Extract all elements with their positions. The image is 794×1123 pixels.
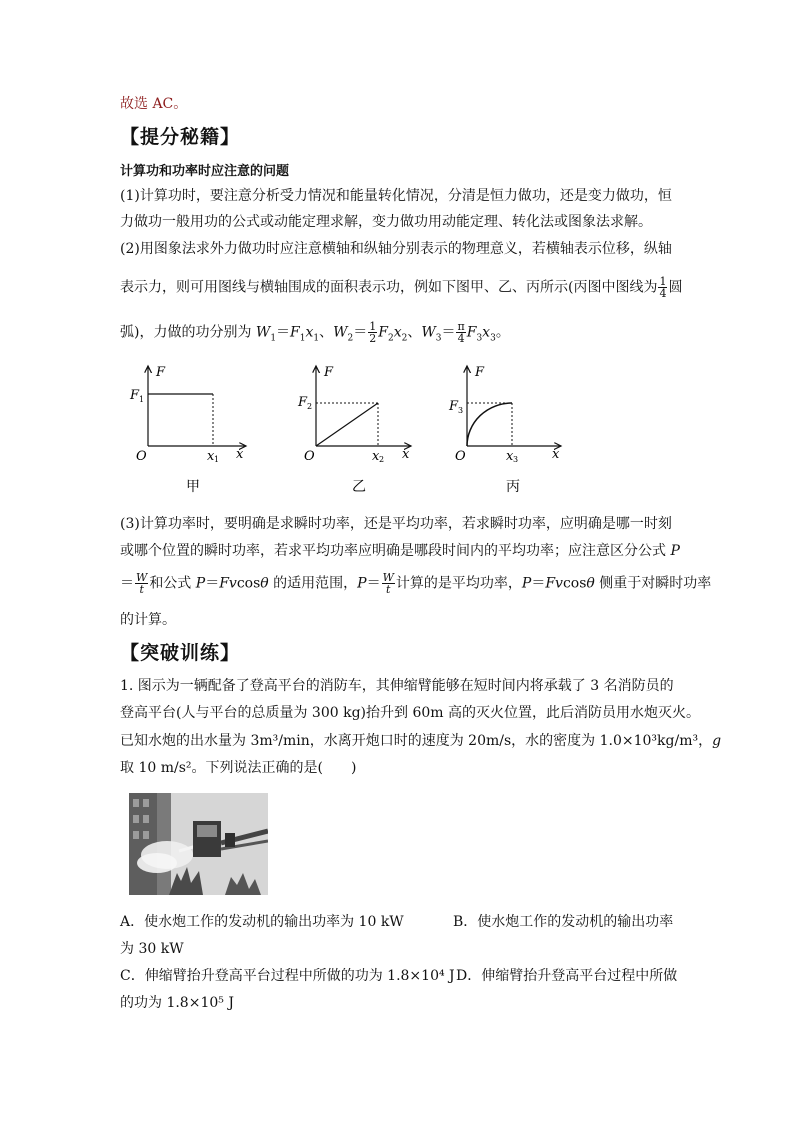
fig3-x-label: x: [506, 449, 514, 464]
paragraph-1-line-1: (1)计算功时，要注意分析受力情况和能量转化情况，分清是恒力做功，还是变力做功，恒: [120, 188, 672, 204]
option-a: A．使水炮工作的发动机的输出功率为 10 kW: [120, 914, 404, 930]
question-1-line-4: 取 10 m/s²。下列说法正确的是( ): [120, 760, 357, 776]
paragraph-2-line-2: 表示力，则可用图线与横轴围成的面积表示功，例如下图甲、乙、丙所示(丙图中图线为 $\frac{1}{4}$ 圆: [120, 275, 683, 300]
fig2-caption: 乙: [352, 479, 366, 495]
answer-line: 故选 AC。: [120, 96, 188, 112]
fig2-axis-y: F: [324, 365, 334, 380]
option-b: B．使水炮工作的发动机的输出功率: [453, 914, 674, 930]
fig2-axis-x: x: [402, 447, 410, 462]
section-heading-training: 【突破训练】: [120, 642, 241, 664]
fig1-axis-y: F: [156, 365, 166, 380]
graph-constant-force: [129, 365, 246, 495]
fig3-axis-y: F: [475, 365, 485, 380]
paragraph-2-line-1: (2)用图象法求外力做功时应注意横轴和纵轴分别表示的物理意义，若横轴表示位移，纵轴: [120, 241, 672, 257]
question-1-line-3: 已知水炮的出水量为 3m³/min，水离开炮口时的速度为 20m/s，水的密度为 1.0×10³kg/m³，g: [120, 733, 722, 749]
fig1-f-sub: 1: [139, 395, 145, 404]
paragraph-1-line-2: 力做功一般用功的公式或动能定理求解，变力做功用动能定理、转化法或图象法求解。: [120, 214, 652, 230]
section-heading-tips: 【提分秘籍】: [120, 126, 241, 148]
paragraph-3-line-2: 或哪个位置的瞬时功率，若求平均功率应明确是哪段时间内的平均功率；应注意区分公式 P: [120, 543, 680, 559]
sub-title: 计算功和功率时应注意的问题: [120, 164, 290, 179]
option-b-cont: 为 30 kW: [120, 941, 184, 957]
fig1-origin: O: [136, 449, 147, 464]
question-1-line-1: 1. 图示为一辆配备了登高平台的消防车，其伸缩臂能够在短时间内将承载了 3 名消防员的: [120, 678, 674, 694]
option-c: C．伸缩臂抬升登高平台过程中所做的功为 1.8×10⁴ J: [120, 968, 455, 984]
fig3-origin: O: [455, 449, 466, 464]
fig1-caption: 甲: [186, 479, 200, 495]
graph-linear-force: [297, 365, 411, 495]
paragraph-3-line-1: (3)计算功率时，要明确是求瞬时功率，还是平均功率，若求瞬时功率，应明确是哪一时刻: [120, 516, 672, 532]
fig3-x-sub: 3: [513, 455, 519, 464]
paragraph-2-line-3: 弧)，力做的功分别为 $W_1=F_1x_1$、$W_2=$ $\frac{1}{2}$ $F_2x_2$、$W_3=$ $\frac{\pi}{4}$ $F_3x_3$。: [120, 320, 510, 345]
work-graphs-figure: [118, 358, 574, 508]
fig3-f-label: F: [449, 399, 459, 414]
fig3-axis-x: x: [552, 447, 560, 462]
fig1-axis-x: x: [236, 447, 244, 462]
fig2-f-label: F: [298, 395, 308, 410]
fig1-x-label: x: [207, 449, 215, 464]
paragraph-3-line-4: 的计算。: [120, 612, 176, 628]
option-d-cont: 的功为 1.8×10⁵ J: [120, 995, 234, 1011]
fire-truck-photo: [129, 793, 268, 895]
fig1-f-label: F: [130, 388, 140, 403]
option-d: D．伸缩臂抬升登高平台过程中所做: [456, 968, 678, 984]
fig2-x-label: x: [372, 449, 380, 464]
fig2-x-sub: 2: [379, 455, 385, 464]
paragraph-3-line-3: ＝ $\frac{W}{t}$ 和公式 P＝Fvcosθ 的适用范围，P＝ $\frac{W}{t}$ 计算的是平均功率，P＝Fvcosθ 侧重于对瞬时功率: [120, 571, 712, 596]
fig1-x-sub: 1: [214, 455, 220, 464]
fig3-f-sub: 3: [458, 406, 464, 415]
fig2-f-sub: 2: [307, 402, 313, 411]
graph-arc-force: [448, 365, 561, 495]
fig3-caption: 丙: [506, 479, 520, 495]
fig2-origin: O: [304, 449, 315, 464]
question-1-line-2: 登高平台(人与平台的总质量为 300 kg)抬升到 60m 高的灭火位置，此后消防员用水炮灭火。: [120, 705, 700, 721]
